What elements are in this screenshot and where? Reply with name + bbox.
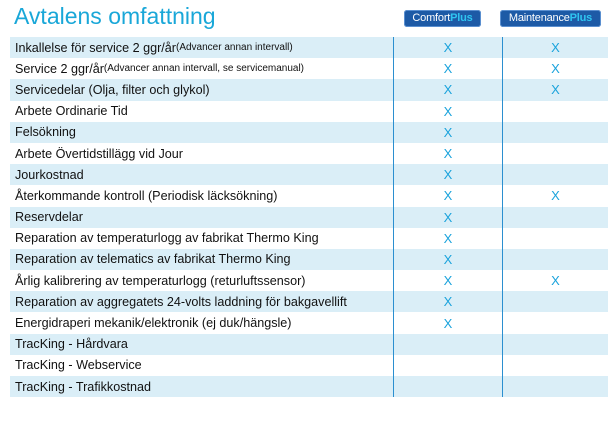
comfort-plus-cell: X bbox=[393, 228, 503, 249]
maintenance-plus-cell bbox=[503, 291, 608, 312]
comfort-plus-cell: X bbox=[393, 58, 503, 79]
maintenance-plus-cell: X bbox=[551, 273, 560, 289]
row-label: Servicedelar (Olja, filter och glykol) bbox=[15, 82, 210, 97]
row-label: Inkallelse för service 2 ggr/år bbox=[15, 40, 176, 55]
row-label-cell bbox=[10, 291, 393, 312]
table-row bbox=[10, 185, 608, 206]
row-label-cell bbox=[10, 228, 393, 249]
maintenance-plus-cell bbox=[503, 228, 608, 249]
maintenance-plus-cell bbox=[503, 355, 608, 376]
maintenance-plus-cell bbox=[503, 164, 608, 185]
table-row bbox=[10, 249, 608, 270]
row-label-cell bbox=[10, 143, 393, 164]
row-label: TracKing - Trafikkostnad bbox=[15, 379, 152, 394]
comfort-plus-cell bbox=[393, 355, 503, 376]
row-label: Reparation av temperaturlogg av fabrikat Thermo King bbox=[15, 231, 319, 246]
row-label-cell bbox=[10, 122, 393, 143]
table-row bbox=[10, 334, 608, 355]
row-label-cell bbox=[10, 101, 393, 122]
table-row bbox=[10, 164, 608, 185]
row-label: Årlig kalibrering av temperaturlogg (returluftssensor) bbox=[15, 273, 306, 288]
maintenance-plus-cell bbox=[503, 101, 608, 122]
row-label: Reparation av telematics av fabrikat Thermo King bbox=[15, 252, 291, 267]
maintenance-plus-cell bbox=[503, 376, 608, 397]
table-row bbox=[10, 355, 608, 376]
comfort-plus-cell bbox=[393, 376, 503, 397]
row-label-cell bbox=[10, 79, 393, 100]
comfort-plus-cell: X bbox=[393, 270, 503, 291]
comfort-plus-cell: X bbox=[393, 312, 503, 333]
row-label: Felsökning bbox=[15, 125, 76, 140]
row-label: Arbete Ordinarie Tid bbox=[15, 104, 128, 119]
comfort-badge-plus: Plus bbox=[450, 12, 473, 24]
comfort-plus-cell: X bbox=[393, 207, 503, 228]
table-row bbox=[10, 37, 608, 58]
row-label: TracKing - Hårdvara bbox=[15, 337, 128, 352]
comfort-plus-cell: X bbox=[393, 101, 503, 122]
maintenance-plus-cell: X bbox=[551, 188, 560, 204]
row-label-cell bbox=[10, 185, 393, 206]
row-label-cell bbox=[10, 270, 393, 291]
table-row bbox=[10, 376, 608, 397]
table-row bbox=[10, 291, 608, 312]
comfort-plus-cell: X bbox=[393, 291, 503, 312]
maintenance-plus-cell: X bbox=[551, 61, 560, 77]
maintenance-plus-cell bbox=[503, 334, 608, 355]
maintenance-plus-cell: X bbox=[551, 40, 560, 56]
row-label-cell bbox=[10, 312, 393, 333]
row-label-cell bbox=[10, 37, 393, 58]
table-row bbox=[10, 312, 608, 333]
table-row bbox=[10, 228, 608, 249]
maintenance-plus-cell bbox=[503, 207, 608, 228]
maintenance-plus-cell bbox=[503, 312, 608, 333]
row-label: Service 2 ggr/år bbox=[15, 61, 104, 76]
table-row bbox=[10, 207, 608, 228]
coverage-table bbox=[10, 37, 608, 397]
row-label-cell bbox=[10, 58, 393, 79]
comfort-plus-cell bbox=[393, 334, 503, 355]
row-label-cell bbox=[10, 207, 393, 228]
maintenance-plus-cell bbox=[503, 143, 608, 164]
comfort-badge-text: Comfort bbox=[412, 12, 451, 24]
comfort-plus-cell: X bbox=[393, 79, 503, 100]
row-label-cell bbox=[10, 249, 393, 270]
row-note: (Advancer annan intervall, se servicemanual) bbox=[103, 63, 305, 75]
comfort-plus-cell: X bbox=[393, 164, 503, 185]
comfort-plus-badge bbox=[404, 10, 481, 27]
page-title: Avtalens omfattning bbox=[14, 3, 216, 29]
maintenance-plus-cell: X bbox=[551, 82, 560, 98]
row-label: Reparation av aggregatets 24-volts laddning för bakgavellift bbox=[15, 294, 347, 309]
comfort-plus-cell: X bbox=[393, 185, 503, 206]
row-label-cell bbox=[10, 355, 393, 376]
row-label: TracKing - Webservice bbox=[15, 358, 142, 373]
comfort-plus-cell: X bbox=[393, 143, 503, 164]
row-label: Arbete Övertidstillägg vid Jour bbox=[15, 146, 183, 161]
row-label: Jourkostnad bbox=[15, 167, 84, 182]
row-label-cell bbox=[10, 334, 393, 355]
maintenance-plus-cell bbox=[503, 122, 608, 143]
table-row bbox=[10, 79, 608, 100]
table-row bbox=[10, 122, 608, 143]
row-label: Återkommande kontroll (Periodisk läcksökning) bbox=[15, 188, 278, 203]
table-row bbox=[10, 58, 608, 79]
table-row bbox=[10, 143, 608, 164]
maintenance-badge-plus: Plus bbox=[569, 12, 593, 24]
comfort-plus-cell: X bbox=[393, 37, 503, 58]
row-label: Energidraperi mekanik/elektronik (ej duk/hängsle) bbox=[15, 316, 292, 331]
maintenance-badge-text: Maintenance bbox=[508, 12, 570, 24]
maintenance-plus-cell bbox=[503, 249, 608, 270]
table-row bbox=[10, 101, 608, 122]
row-label: Reservdelar bbox=[15, 210, 83, 225]
row-label-cell bbox=[10, 164, 393, 185]
row-note: (Advancer annan intervall) bbox=[176, 42, 293, 54]
comfort-plus-cell: X bbox=[393, 122, 503, 143]
table-row bbox=[10, 270, 608, 291]
row-label-cell bbox=[10, 376, 393, 397]
comfort-plus-cell: X bbox=[393, 249, 503, 270]
maintenance-plus-badge bbox=[500, 10, 601, 27]
